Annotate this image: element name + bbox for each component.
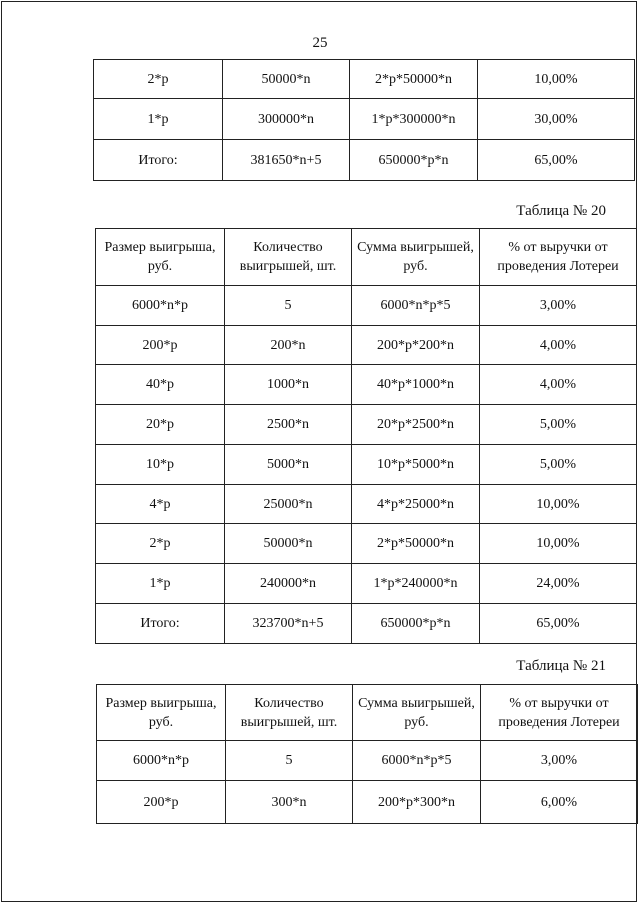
table-cell: 65,00% xyxy=(478,140,635,181)
table-header-row xyxy=(96,229,637,286)
table-cell: 1*р xyxy=(94,99,223,140)
table-row xyxy=(94,99,635,140)
column-header-revenue-percent: % от выручки от проведения Лотереи xyxy=(480,229,637,286)
prize-table-20 xyxy=(95,228,637,644)
table-cell: 24,00% xyxy=(480,564,637,604)
prize-table-21 xyxy=(96,684,638,824)
table-cell: 2*р*50000*n xyxy=(352,524,480,564)
table-cell: 6000*n*р*5 xyxy=(352,286,480,326)
table-cell: 50000*n xyxy=(225,524,352,564)
table-cell: 381650*n+5 xyxy=(223,140,350,181)
column-header-revenue-percent: % от выручки от проведения Лотереи xyxy=(481,685,638,741)
table-cell: 200*р xyxy=(96,326,225,365)
table-cell: 300000*n xyxy=(223,99,350,140)
table-row xyxy=(96,564,637,604)
table-cell: 6,00% xyxy=(481,781,638,824)
table-cell: 5000*n xyxy=(225,445,352,485)
table-cell: 5,00% xyxy=(480,445,637,485)
table-cell: 3,00% xyxy=(480,286,637,326)
table-row xyxy=(94,60,635,99)
column-header-prize-size: Размер выигрыша, руб. xyxy=(97,685,226,741)
column-header-prize-count: Количество выигрышей, шт. xyxy=(226,685,353,741)
table-row xyxy=(96,326,637,365)
table-cell: 20*р xyxy=(96,405,225,445)
table-cell: 2*р xyxy=(94,60,223,99)
table-cell: 300*n xyxy=(226,781,353,824)
table-cell: 1*р*240000*n xyxy=(352,564,480,604)
table-cell: 4*р*25000*n xyxy=(352,485,480,524)
table-cell: 5,00% xyxy=(480,405,637,445)
table-cell: 5 xyxy=(225,286,352,326)
table-cell: 240000*n xyxy=(225,564,352,604)
table-cell: 6000*n*р*5 xyxy=(353,741,481,781)
table-21-caption: Таблица № 21 xyxy=(516,658,606,674)
column-header-prize-size: Размер выигрыша, руб. xyxy=(96,229,225,286)
table-20-caption: Таблица № 20 xyxy=(516,203,606,219)
table-row xyxy=(96,485,637,524)
table-cell: 200*р*200*n xyxy=(352,326,480,365)
table-cell: 323700*n+5 xyxy=(225,604,352,644)
table-header-row xyxy=(97,685,638,741)
table-cell: 200*р*300*n xyxy=(353,781,481,824)
table-cell: 30,00% xyxy=(478,99,635,140)
table-cell: 200*n xyxy=(225,326,352,365)
table-cell: 10,00% xyxy=(478,60,635,99)
table-cell: 10*р xyxy=(96,445,225,485)
table-cell: 6000*n*р xyxy=(97,741,226,781)
table-cell: 1*р xyxy=(96,564,225,604)
table-cell: 20*р*2500*n xyxy=(352,405,480,445)
table-cell: 40*р*1000*n xyxy=(352,365,480,405)
table-cell: 650000*р*n xyxy=(352,604,480,644)
column-header-prize-count: Количество выигрышей, шт. xyxy=(225,229,352,286)
table-row xyxy=(97,781,638,824)
table-cell: 200*р xyxy=(97,781,226,824)
prize-table-continued xyxy=(93,59,635,181)
table-total-row xyxy=(96,604,637,644)
table-cell: 2*р xyxy=(96,524,225,564)
table-cell: 5 xyxy=(226,741,353,781)
table-cell: 650000*р*n xyxy=(350,140,478,181)
table-cell: 4,00% xyxy=(480,365,637,405)
table-cell: 3,00% xyxy=(481,741,638,781)
page-number: 25 xyxy=(312,35,328,51)
table-cell: 6000*n*р xyxy=(96,286,225,326)
table-cell: Итого: xyxy=(94,140,223,181)
table-row xyxy=(97,741,638,781)
table-cell: 1*р*300000*n xyxy=(350,99,478,140)
table-cell: 10,00% xyxy=(480,485,637,524)
table-cell: 4,00% xyxy=(480,326,637,365)
table-cell: 10*р*5000*n xyxy=(352,445,480,485)
table-cell: 10,00% xyxy=(480,524,637,564)
column-header-prize-sum: Сумма выигрышей, руб. xyxy=(353,685,481,741)
table-cell: 50000*n xyxy=(223,60,350,99)
table-row xyxy=(96,445,637,485)
table-row xyxy=(96,286,637,326)
column-header-prize-sum: Сумма выигрышей, руб. xyxy=(352,229,480,286)
table-cell: Итого: xyxy=(96,604,225,644)
table-row xyxy=(96,524,637,564)
table-row xyxy=(96,405,637,445)
table-cell: 40*р xyxy=(96,365,225,405)
table-row xyxy=(96,365,637,405)
table-cell: 1000*n xyxy=(225,365,352,405)
table-total-row xyxy=(94,140,635,181)
table-cell: 2*р*50000*n xyxy=(350,60,478,99)
table-cell: 25000*n xyxy=(225,485,352,524)
table-cell: 4*р xyxy=(96,485,225,524)
table-cell: 65,00% xyxy=(480,604,637,644)
table-cell: 2500*n xyxy=(225,405,352,445)
